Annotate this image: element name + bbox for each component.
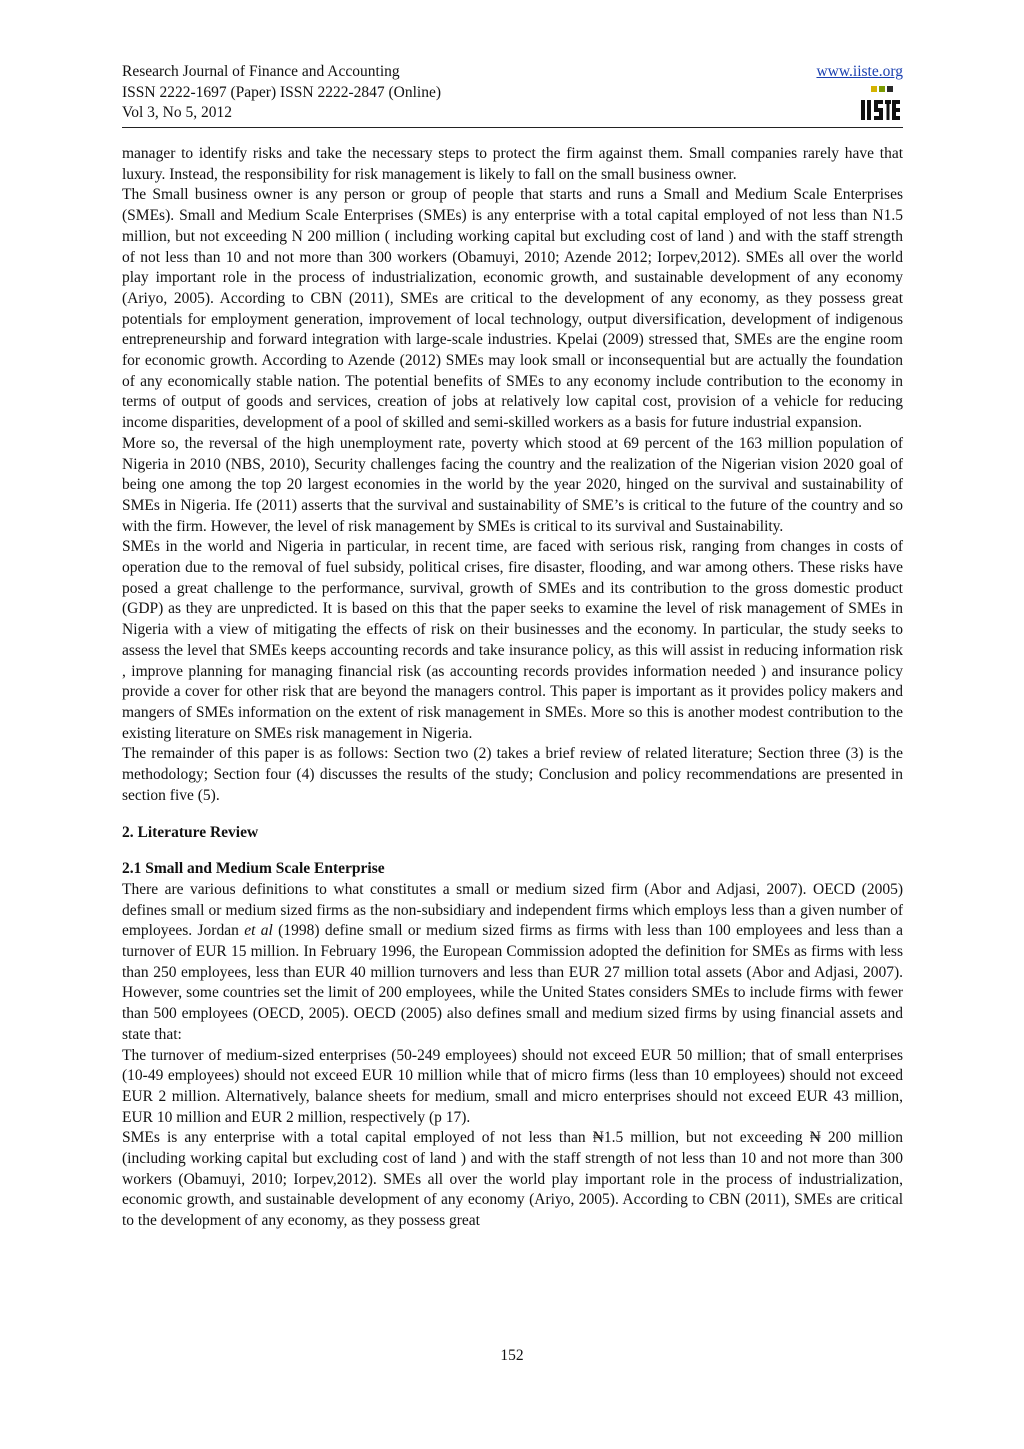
journal-url-link[interactable]: www.iiste.org [816,63,903,80]
body-paragraph: The turnover of medium-sized enterprises (50-249 employees) should not exceed EUR 50 million; that of small enterprises (10-49 employees) should not exceed EUR 10 million while that of micro firms (less than 10 employees) should not exceed EUR 2 million. Alternatively, balance sheets for medium, small and micro enterprises should not exceed EUR 43 million, EUR 10 million and EUR 2 million, respectively (p 17). [122,1046,903,1126]
italic-text: et al [244,922,273,940]
journal-issn: ISSN 2222-1697 (Paper) ISSN 2222-2847 (Online) [122,83,442,101]
header-rule [122,127,903,128]
section-heading: 2. Literature Review [122,823,259,841]
body-paragraph: The remainder of this paper is as follows: Section two (2) takes a brief review of related literature; Section three (3) is the methodology; Section four (4) discusses the results of the study; Conclusion and policy recommendations are presented in section five (5). [122,745,903,804]
page [122,62,903,1232]
article-body [122,144,903,1232]
body-paragraph: The Small business owner is any person or group of people that starts and runs a Small and Medium Scale Enterprises (SMEs). Small and Medium Scale Enterprises (SMEs) is any enterprise with a total capital employed of not less than N1.5 million, but not exceeding N 200 million ( including working capital but excluding cost of land ) and with the staff strength of not less than 10 and not more than 300 workers (Obamuyi, 2010; Azende 2012; Iorpev,2012). SMEs all over the world play important role in the process of industrialization, economic growth, and sustainable development of any economy (Ariyo, 2005). According to CBN (2011), SMEs are critical to the development of any economy, as they possess great potentials for employment generation, improvement of local technology, output diversification, development of indigenous entrepreneurship and forward integration with large-scale industries. Kpelai (2009) stressed that, SMEs are the engine room for economic growth. According to Azende (2012) SMEs may look small or inconsequential but are actually the foundation of any economically stable nation. The potential benefits of SMEs to any economy include contribution to the economy in terms of output of goods and services, creation of jobs at relatively low capital cost, provision of a vehicle for reducing income disparities, development of a pool of skilled and semi-skilled workers as a basis for future industrial expansion. [122,186,903,432]
page-number: 152 [500,1347,524,1364]
journal-title: Research Journal of Finance and Accounting [122,63,400,80]
journal-volume: Vol 3, No 5, 2012 [122,104,232,121]
text-run: (1998) define small or medium sized firms as firms with less than 100 employees and less than a turnover of EUR 15 million. In February 1996, the European Commission adopted the definition for SMEs as firms with less than 250 employees, less than EUR 40 million turnovers and less than EUR 27 million total assets (Abor and Adjasi, 2007). However, some countries set the limit of 200 employees, while the United States considers SMEs to include firms with fewer than 500 employees (OECD, 2005). OECD (2005) also defines small and medium sized firms by using financial assets and state that: [122,922,903,1043]
text-run: There are various definitions to what constitutes a small or medium sized firm (Abor and Adjasi, 2007). OECD (2005) defines small or medium sized firms as the non-subsidiary and independent firms which employs less than a given number of employees. Jordan [122,880,903,940]
running-header [122,62,903,124]
body-paragraph: SMEs in the world and Nigeria in particular, in recent time, are faced with serious risk, ranging from changes in costs of operation due to the removal of fuel subsidy, political crises, fire disaster, flooding, and war among others. These risks have posed a great challenge to the performance, survival, growth of SMEs and its contribution to the gross domestic product (GDP) as they are unpredicted. It is based on this that the paper seeks to examine the level of risk management of SMEs in Nigeria with a view of mitigating the effects of risk on their businesses and the economy. In particular, the study seeks to assess the level that SMEs keeps accounting records and take insurance policy, as this will assist in reducing information risk , improve planning for managing financial risk (as accounting records provides information needed ) and insurance policy provide a cover for other risk that are beyond the managers control. This paper is important as it provides policy makers and mangers of SMEs information on the extent of risk management in SMEs. More so this is another modest contribution to the existing literature on SMEs risk management in Nigeria. [122,538,903,742]
body-paragraph [122,880,903,1046]
body-paragraph: SMEs is any enterprise with a total capital employed of not less than ₦1.5 million, but not exceeding ₦ 200 million (including working capital but excluding cost of land ) and with the staff strength of not less than 10 and not more than 300 workers (Obamuyi, 2010; Iorpev,2012). SMEs all over the world play important role in the process of industrialization, economic growth, and sustainable development of any economy (Ariyo, 2005). According to CBN (2011), SMEs are critical to the development of any economy, as they possess great [122,1129,903,1230]
body-paragraph: manager to identify risks and take the necessary steps to protect the firm against them. Small companies rarely have that luxury. Instead, the responsibility for risk management is likely to fall on the small business owner. [122,145,903,183]
iiste-logo-icon [857,84,901,122]
journal-info [122,62,903,124]
subsection-heading: 2.1 Small and Medium Scale Enterprise [122,860,385,878]
body-paragraph: More so, the reversal of the high unemployment rate, poverty which stood at 69 percent of the 163 million population of Nigeria in 2010 (NBS, 2010), Security challenges facing the country and the realization of the Nigerian vision 2020 goal of being one among the top 20 largest economies in the world by the year 2020, hinged on the survival and sustainability of SMEs in Nigeria. Ife (2011) asserts that the survival and sustainability of SME’s is critical to the future of the country and so with the firm. However, the level of risk management by SMEs is critical to its survival and Sustainability. [122,434,903,535]
